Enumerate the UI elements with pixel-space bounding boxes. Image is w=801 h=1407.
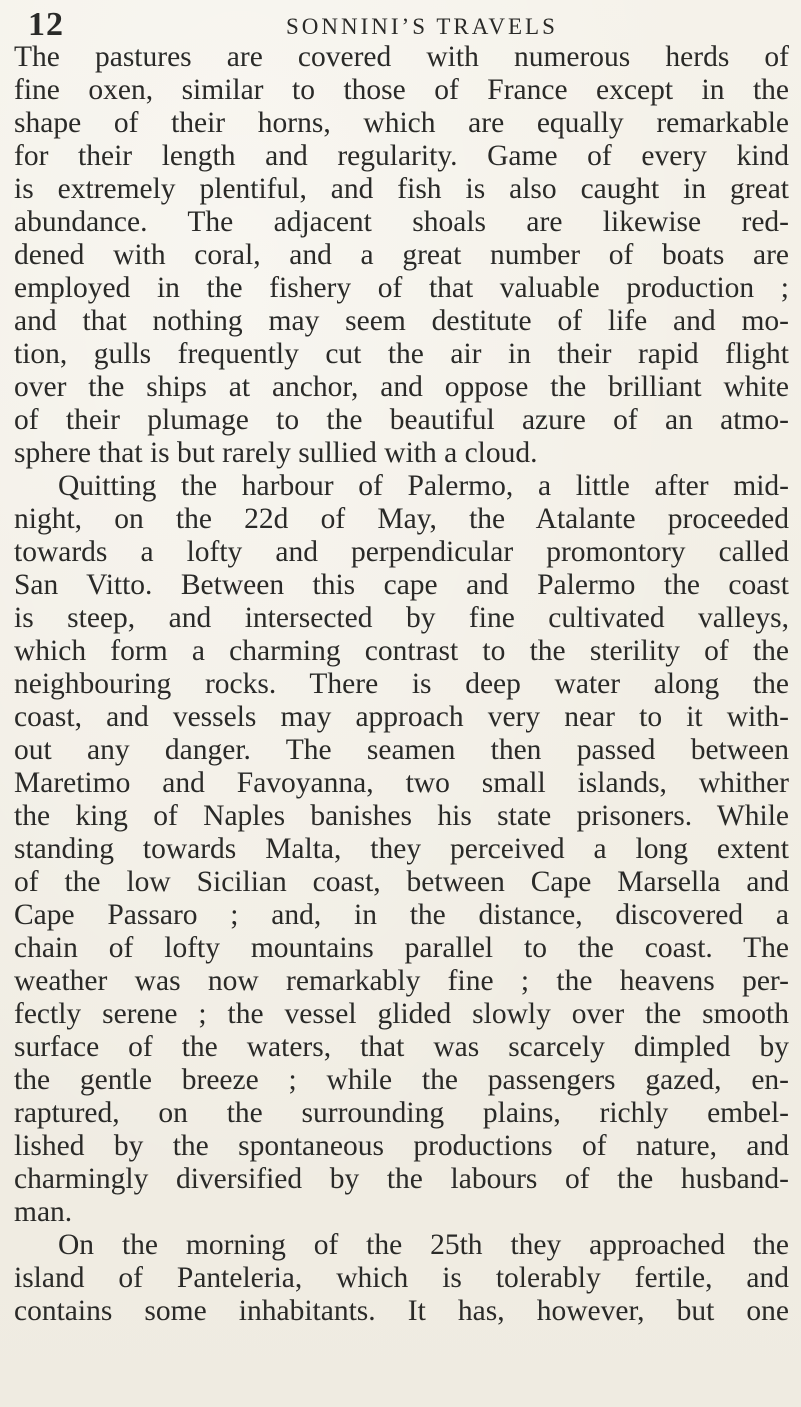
text-line: island of Panteleria, which is tolerably fertile, and (14, 1262, 789, 1294)
text-line: is extremely plentiful, and fish is also caught in great (14, 173, 789, 205)
text-line: towards a lofty and perpendicular promontory called (14, 536, 789, 568)
text-line: Cape Passaro ; and, in the distance, discovered a (14, 899, 789, 931)
text-line: surface of the waters, that was scarcely dimpled by (14, 1031, 789, 1063)
text-line: sphere that is but rarely sullied with a cloud. (14, 437, 538, 469)
text-line: raptured, on the surrounding plains, richly embel- (14, 1097, 789, 1129)
text-line: which form a charming contrast to the sterility of the (14, 635, 789, 667)
text-line: Maretimo and Favoyanna, two small islands, whither (14, 767, 789, 799)
text-line: man. (14, 1196, 73, 1228)
text-line: and that nothing may seem destitute of life and mo- (14, 305, 789, 337)
text-line: of the low Sicilian coast, between Cape Marsella and (14, 866, 789, 898)
text-line: contains some inhabitants. It has, however, but one (14, 1295, 789, 1327)
text-line: weather was now remarkably fine ; the heavens per- (14, 965, 789, 997)
text-line: abundance. The adjacent shoals are likewise red- (14, 206, 789, 238)
text-line: the gentle breeze ; while the passengers gazed, en- (14, 1064, 789, 1096)
text-line: San Vitto. Between this cape and Palermo the coast (14, 569, 789, 601)
text-line: out any danger. The seamen then passed between (14, 734, 789, 766)
page-number: 12 (28, 6, 64, 43)
text-line: Quitting the harbour of Palermo, a little after mid- (58, 470, 789, 502)
text-line: night, on the 22d of May, the Atalante proceeded (14, 503, 789, 535)
text-line: neighbouring rocks. There is deep water along the (14, 668, 789, 700)
text-line: over the ships at anchor, and oppose the brilliant white (14, 371, 789, 403)
text-line: The pastures are covered with numerous herds of (14, 41, 789, 73)
running-title: SONNINI’S TRAVELS (286, 14, 558, 39)
text-line: lished by the spontaneous productions of nature, and (14, 1130, 789, 1162)
text-line: On the morning of the 25th they approached the (58, 1229, 789, 1261)
text-line: dened with coral, and a great number of boats are (14, 239, 789, 271)
text-line: the king of Naples banishes his state prisoners. While (14, 800, 789, 832)
text-line: of their plumage to the beautiful azure of an atmo- (14, 404, 789, 436)
text-line: chain of lofty mountains parallel to the coast. The (14, 932, 789, 964)
running-head (28, 6, 753, 46)
text-line: fectly serene ; the vessel glided slowly over the smooth (14, 998, 789, 1030)
text-line: is steep, and intersected by fine cultivated valleys, (14, 602, 789, 634)
text-line: charmingly diversified by the labours of the husband- (14, 1163, 789, 1195)
text-line: coast, and vessels may approach very near to it with- (14, 701, 789, 733)
text-line: tion, gulls frequently cut the air in their rapid flight (14, 338, 789, 370)
text-line: shape of their horns, which are equally remarkable (14, 107, 789, 139)
text-line: for their length and regularity. Game of every kind (14, 140, 789, 172)
text-line: employed in the fishery of that valuable production ; (14, 272, 789, 304)
text-line: fine oxen, similar to those of France except in the (14, 74, 789, 106)
text-line: standing towards Malta, they perceived a long extent (14, 833, 789, 865)
